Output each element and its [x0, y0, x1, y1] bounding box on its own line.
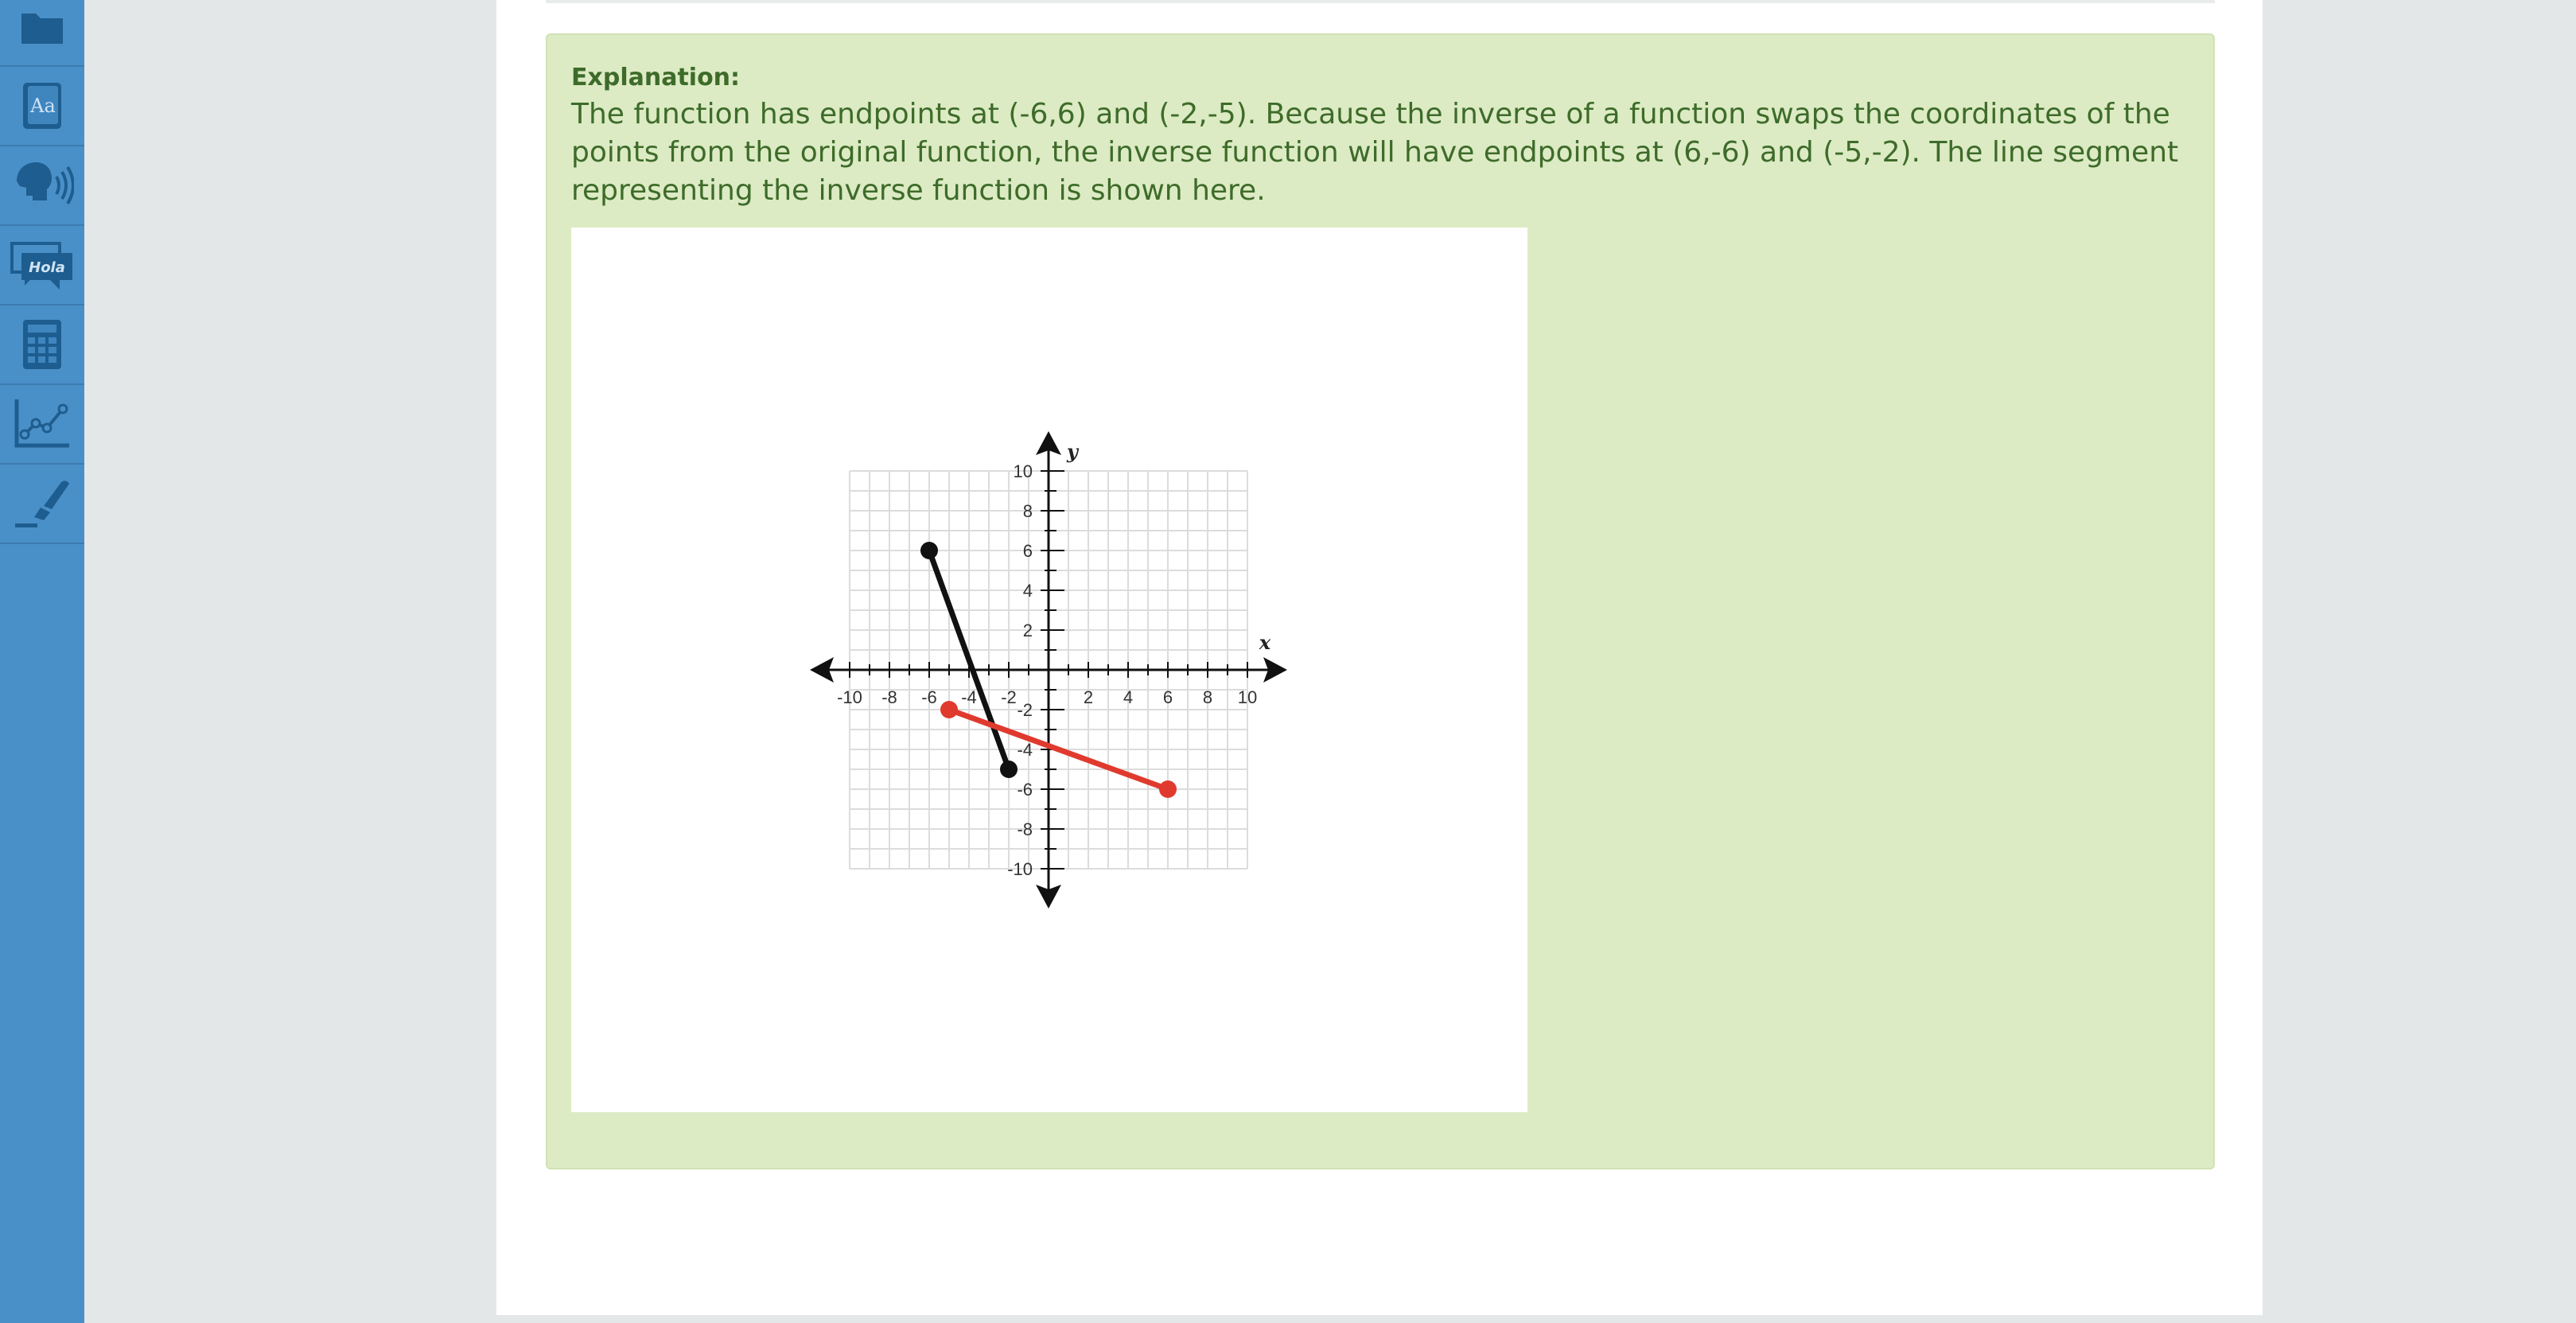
y-tick-label: -4: [1017, 740, 1033, 760]
x-tick-label: -4: [961, 687, 977, 707]
graph-tool-button[interactable]: [0, 385, 84, 465]
highlighter-icon: [12, 476, 72, 531]
translate-button[interactable]: [0, 226, 84, 305]
dictionary-icon: [18, 78, 66, 134]
tool-sidebar: [0, 0, 84, 1323]
x-tick-label: 6: [1162, 687, 1173, 707]
y-tick-label: -2: [1017, 700, 1033, 720]
y-tick-label: 10: [1013, 461, 1033, 481]
calculator-icon: [20, 317, 64, 372]
translate-icon: [9, 237, 76, 293]
endpoint-1: [940, 701, 958, 718]
y-tick-label: 2: [1022, 621, 1033, 640]
highlighter-button[interactable]: [0, 465, 84, 544]
dictionary-button[interactable]: [0, 67, 84, 146]
x-tick-label: -10: [837, 687, 862, 707]
x-tick-label: -2: [1001, 687, 1017, 707]
y-axis-label: y: [1067, 440, 1078, 463]
x-tick-label: -6: [921, 687, 937, 707]
text-to-speech-button[interactable]: [0, 146, 84, 226]
x-tick-label: 10: [1237, 687, 1258, 707]
y-tick-label: 4: [1022, 581, 1033, 601]
y-tick-label: 6: [1022, 541, 1033, 561]
endpoint-0: [1000, 761, 1018, 778]
x-tick-label: 4: [1123, 687, 1134, 707]
text-to-speech-icon: [10, 158, 74, 213]
x-tick-label: 2: [1083, 687, 1094, 707]
endpoint-1: [1159, 780, 1177, 798]
divider: [546, 0, 2215, 3]
svg-text:Hola: Hola: [29, 259, 65, 276]
y-tick-label: -8: [1017, 819, 1033, 839]
y-tick-label: -6: [1017, 780, 1033, 800]
svg-text:Aa: Aa: [30, 95, 56, 117]
content-page: [496, 0, 2263, 1315]
coordinate-graph: [571, 228, 1527, 1112]
graph-tool-icon: [12, 396, 72, 452]
y-tick-label: -10: [1007, 859, 1033, 879]
graph-container: [571, 228, 1527, 1112]
explanation-text: The function has endpoints at (-6,6) and (-2,-5). Because the inverse of a function swaps the coordinates of the points from the original function, the inverse function will have endpoints at (6,-6) and (-5,-2). The line segment representing the inverse function is shown here.: [571, 98, 2179, 207]
x-tick-label: -8: [881, 687, 897, 707]
calculator-button[interactable]: [0, 305, 84, 385]
endpoint-0: [920, 542, 938, 559]
folder-button[interactable]: [0, 0, 84, 67]
explanation-title: Explanation:: [571, 64, 741, 91]
y-tick-label: 8: [1022, 501, 1033, 521]
explanation-panel: [546, 33, 2215, 1169]
x-tick-label: 8: [1202, 687, 1213, 707]
folder-icon: [18, 2, 66, 50]
x-axis-label: x: [1259, 631, 1271, 654]
